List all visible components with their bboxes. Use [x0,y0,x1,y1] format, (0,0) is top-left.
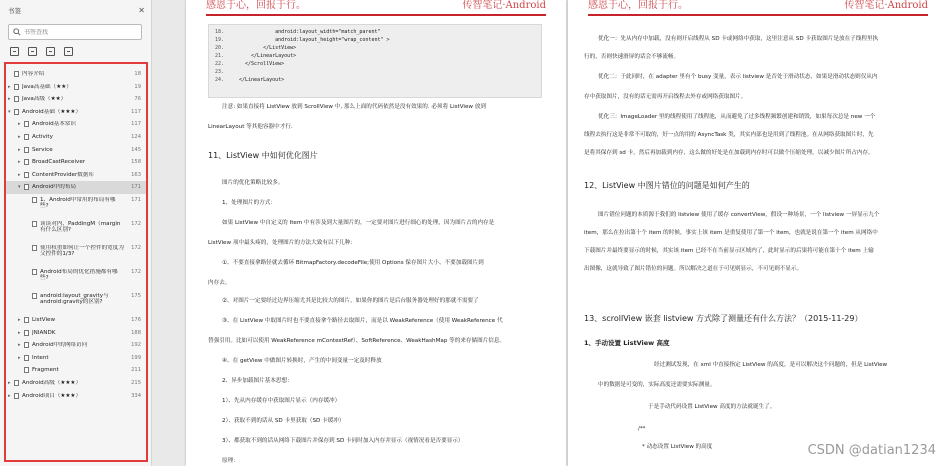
paragraph: 内存去。 [208,280,231,286]
bookmark-icon [14,109,19,115]
bookmark-label: Fragment [32,367,59,374]
bookmark-icon [24,159,29,165]
bookmark-label: Android基础（★★★） [22,108,82,115]
header-brand: 传智笔记·Android [462,0,546,11]
chevron-right-icon[interactable]: ▸ [8,379,11,386]
line-number: 22. [215,61,225,67]
search-icon [13,28,21,36]
pdf-page-right [568,0,942,466]
paragraph: 图片的优化策略比较多。 [222,180,284,186]
bookmark-page-number: 117 [131,108,141,115]
collapse-all-icon[interactable] [28,47,37,56]
bookmark-label: BroadCastReceiver [32,159,86,166]
bookmark-icon [14,380,19,386]
paragraph: 2、异步加载图片基本思想： [222,378,293,384]
bookmark-label: Android中的网络访问 [32,342,88,349]
csdn-watermark: CSDN @datian1234 [807,443,936,458]
bookmark-page-number: 76 [134,96,141,103]
paragraph: ②、对图片一定要经过边界压缩尤其是比较大的图片，如果你的图片是后台服务器处理好的那就不需要了 [222,298,479,304]
bookmark-item[interactable] [6,364,146,377]
section-heading: 13、scrollView 嵌套 listview 方式除了测量还有什么方法？（2015-11-29） [584,314,863,323]
bookmark-page-number: 145 [131,146,141,153]
bookmark-icon [14,393,19,399]
code-text: </LinearLayout> [239,77,285,83]
bookmark-label: ContentProvider数据库 [32,171,95,178]
paragraph: 1、处理图片的方式： [222,200,276,206]
bookmark-icon [24,172,29,178]
bookmark-page-number: 172 [131,244,141,251]
bookmark-label: Android中的布局 [32,184,77,191]
bookmark-icon[interactable] [64,47,73,56]
chevron-down-icon[interactable]: ▾ [8,108,11,115]
sidebar-header [0,0,151,20]
chevron-right-icon[interactable]: ▸ [18,354,21,361]
bookmark-icon [14,84,19,90]
bookmark-page-number: 334 [131,392,141,399]
bookmark-item[interactable] [6,194,146,218]
bookmark-page-number: 211 [131,367,141,374]
bookmark-label: ListView [32,316,56,323]
paragraph: 出图像，这就导致了图片错位的问题。所以解决之道在于可见则显示，不可见则不显示。 [584,266,803,272]
bookmark-icon [24,342,29,348]
bookmark-item[interactable] [6,68,146,81]
chevron-right-icon[interactable]: ▸ [8,96,11,103]
code-line [215,68,535,76]
code-comment: /** [638,426,646,432]
bookmark-label: 谈谈对内、PaddingM（margin有什么区别? [40,220,121,234]
paragraph: ④、在 getView 中做图片转换时，产生的中间变量一定及时释放 [222,358,382,364]
chevron-right-icon[interactable]: ▸ [18,159,21,166]
section-heading: 12、ListView 中图片错位的问题是如何产生的 [584,181,750,190]
bookmark-page-number: 171 [131,184,141,191]
paragraph: 经过测试发现，在 xml 中直接指定 ListView 的高度，是可以解决这个问题的，但是 ListView [654,362,888,368]
bookmark-item[interactable] [6,118,146,131]
chevron-right-icon[interactable]: ▸ [18,146,21,153]
header-slogan: 感恩于心，回报于行。 [588,0,688,11]
code-text: </LinearLayout> [239,53,297,59]
expand-all-icon[interactable] [10,47,19,56]
chevron-right-icon[interactable]: ▸ [18,121,21,128]
chevron-right-icon[interactable]: ▸ [18,342,21,349]
code-text: </ScrollView> [239,61,285,67]
paragraph: 线程去执行这是非常不可取的，好一点的用的 AsyncTask 类，其实内部也是用到了线程池。在从网络获取图片时，先 [584,132,874,138]
bookmark-page-number: 171 [131,196,141,203]
bookmark-icon [24,147,29,153]
paragraph: 于是手动代码设置 ListView 高度的方法就诞生了。 [648,404,776,410]
paragraph: 存中获取图片，没有的话无需再开启线程去外存或网络获取图片。 [584,94,747,100]
bookmark-page-number: 158 [131,159,141,166]
line-number: 24. [215,77,225,83]
bookmark-label: 内容介绍 [22,71,45,77]
chevron-right-icon[interactable]: ▸ [18,133,21,140]
code-comment: * 动态设置 ListView 的高度 [642,444,713,450]
note-line: 注意: 如果直接将 ListView 放到 ScrollView 中, 那么上面的代码依然是没有效果的. 必须将 ListView 放到 [222,104,486,110]
bookmark-label: Java高级（★★） [22,96,67,103]
bookmark-label: Intent [32,354,49,361]
bookmark-item[interactable] [6,242,146,266]
paragraph: ①、不要直接拿路径就去循环 BitmapFactory.decodeFile;使用 Options 保存图片大小、不要加载图片到 [222,260,484,266]
bookmark-page-number: 215 [131,379,141,386]
bookmark-item[interactable] [6,314,146,327]
paragraph: item，那么在拉出第十个 item 的时候，事实上该 item 是重复使用了第一个 item，也就是说在第一个 item 从网络中 [584,230,878,236]
search-input[interactable] [24,29,134,36]
bookmark-item[interactable] [6,156,146,169]
bookmark-icon [24,121,29,127]
bookmark-item[interactable] [6,377,146,390]
paragraph: 2）、获取不到的话从 SD 卡里获取（SD 卡缓冲） [222,418,345,424]
line-number: 23. [215,69,225,75]
line-number: 21. [215,53,225,59]
line-number: 20. [215,45,225,51]
bookmark-item[interactable] [6,169,146,182]
bookmark-icon [24,330,29,336]
chevron-right-icon[interactable]: ▸ [18,171,21,178]
subheading: 1、手动设置 ListView 高度 [584,339,670,347]
bookmark-item[interactable] [6,144,146,157]
page-header [588,0,928,16]
chevron-right-icon[interactable]: ▸ [8,83,11,90]
bookmark-page-number: 19 [134,83,141,90]
chevron-right-icon[interactable]: ▸ [18,329,21,336]
bookmark-page-number: 124 [131,133,141,140]
code-line [215,76,535,84]
bookmark-item[interactable] [6,106,146,119]
bookmark-tree [4,62,148,462]
section-heading: 11、ListView 中如何优化图片 [208,151,318,160]
paragraph: 优化一：先从内存中加载，没有则开启线程从 SD 卡或网络中获取，这里注意从 SD 卡获取图片是放在子线程里执 [598,36,879,42]
page-header [206,0,546,16]
paragraph: ListView 项中最头疼的，处理图片的方法大致有以下几种： [208,240,356,246]
code-block [208,24,542,98]
note-line: LinearLayout 等其他容器中才行. [208,124,293,130]
bookmark-icon [32,293,37,299]
bookmark-page-number: 172 [131,220,141,227]
paragraph: 是将其保存到 sd 卡，然后再加载到内存，这么做的好处是在加载到内存时可以做个压缩处理，以减少图片所占内存。 [584,150,874,156]
bookmark-label: Android布局的优化措施都有哪些? [40,268,118,282]
code-text: android:layout_width="match_parent" [239,29,381,35]
bookmark-label: 1、Android中常用的布局有哪些? [40,196,116,210]
paragraph: 1）、先从内存缓存中获取图片显示（内存缓冲） [222,398,341,404]
line-number: 18. [215,29,225,35]
bookmark-page-number: 199 [131,354,141,361]
bookmark-item[interactable] [6,218,146,242]
bookmark-icon [32,221,37,227]
chevron-right-icon[interactable]: ▸ [18,316,21,323]
bookmark-page-number: 172 [131,268,141,275]
bookmark-item[interactable] [6,390,146,403]
bookmark-icon [24,134,29,140]
bookmark-label: Android基本常识 [32,121,77,128]
code-line [215,28,535,36]
paragraph: 原理： [222,458,239,464]
header-brand: 传智笔记·Android [844,0,928,11]
paragraph: 下载图片并最终要显示的时候，其实该 item 已经不在当前显示区域内了，此时显示的后果将可能在第十个 item 上输 [584,248,874,254]
bookmark-label: Android项目（★★★） [22,392,82,399]
pdf-page-left [186,0,566,466]
code-line [215,60,535,68]
bookmark-page-number: 163 [131,171,141,178]
bookmark-item[interactable] [6,81,146,94]
bookmark-label: JNIANDK [32,329,56,336]
header-slogan: 感恩于心，回报于行。 [206,0,306,11]
bookmark-icon [32,197,37,203]
bookmark-label: Android高级（★★★） [22,379,82,386]
bookmark-item[interactable] [6,181,146,194]
bookmark-label: Java高基础（★★） [22,83,72,90]
bookmark-item[interactable] [6,352,146,365]
bookmark-icon [24,355,29,361]
code-line [215,36,535,44]
bookmark-icon [14,96,19,102]
bookmark-icon [24,184,29,190]
bookmark-item[interactable] [6,131,146,144]
bookmark-item[interactable] [6,327,146,340]
bookmark-page-number: 117 [131,121,141,128]
bookmark-icon [32,245,37,251]
sidebar-title: 书签 [8,6,21,15]
paragraph: 3）、都获取不到的话从网络下载图片并保存到 SD 卡同时加入内存并显示（视情况看是否要显示） [222,438,464,444]
line-number: 19. [215,37,225,43]
bookmark-label: Activity [32,133,53,140]
bookmark-icon [24,317,29,323]
paragraph: ③、在 ListView 中取图片时也不要直接拿个路径去取图片，而是以 WeakReference（使用 WeakReference 代 [222,318,503,324]
bookmark-page-number: 176 [131,316,141,323]
paragraph: 如果 ListView 中自定义的 Item 中有涉及到大量图片的，一定要对图片进行细心的处理，因为图片占的内存是 [222,220,495,226]
bookmark-search[interactable] [8,24,142,40]
chevron-right-icon[interactable]: ▸ [8,392,11,399]
bookmark-item[interactable] [6,266,146,290]
bookmark-icon [24,367,29,373]
bookmark-label: 使用权重如何让一个控件的宽度为父控件的1/3? [40,244,124,258]
bookmark-page-number: 18 [134,71,141,77]
bookmark-page-number: 188 [131,329,141,336]
bookmark-sidebar [0,0,152,466]
bookmark-icon [14,71,19,77]
chevron-down-icon[interactable]: ▾ [18,184,21,191]
paragraph: 替强引用。比如可以使用 WeakReference mContextRef）、SoftReference、WeakHashMap 等的来存储图片信息。 [208,338,506,344]
paragraph: 优化三：ImageLoader 里的线程使用了线程池，从而避免了过多线程频繁创建和销毁，如果每次总是 new 一个 [598,114,876,120]
bookmark-page-number: 192 [131,342,141,349]
add-bookmark-icon[interactable] [46,47,55,56]
bookmark-item[interactable] [6,290,146,314]
paragraph: 优化二：于此同时，在 adapter 里有个 busy 变量，表示 listview 是否处于滑动状态，如果是滑动状态则仅从内 [598,74,878,80]
sidebar-toolbar [10,47,73,56]
bookmark-item[interactable] [6,339,146,352]
bookmark-icon [32,269,37,275]
bookmark-label: android:layout_gravity与android:gravity的区别? [40,292,109,306]
code-line [215,52,535,60]
paragraph: 图片错位问题的本质源于我们的 listview 使用了缓存 convertView，假设一种场景，一个 listview 一屏显示九个 [598,212,880,218]
bookmark-page-number: 175 [131,292,141,299]
close-icon[interactable]: ✕ [138,5,145,15]
code-line [215,44,535,52]
paragraph: 中的数据是可变的，实际高度还需要实际测量。 [598,382,716,388]
paragraph: 行的，否则快速滑屏的话会不够流畅。 [584,54,680,60]
bookmark-label: Service [32,146,53,153]
bookmark-item[interactable] [6,93,146,106]
code-text: </ListView> [239,45,297,51]
code-text: android:layout_height="wrap_content" > [239,37,390,43]
